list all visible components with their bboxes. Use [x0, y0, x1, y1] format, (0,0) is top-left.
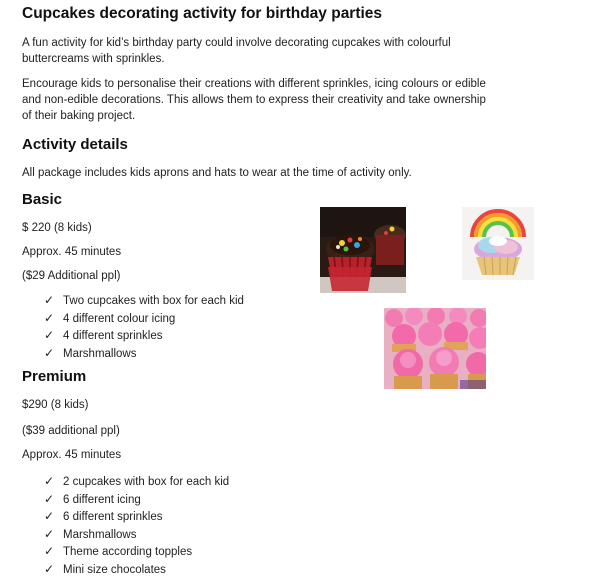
check-icon: ✓: [44, 293, 55, 307]
list-item: ✓ 4 different sprinkles: [44, 328, 163, 342]
intro-paragraph-1: A fun activity for kid’s birthday party could involve decorating cupcakes with colourful buttercreams with sprinkles.: [22, 37, 451, 65]
intro-paragraph-2: Encourage kids to personalise their creations with different sprinkles, icing colours or edible and non-edible decorations. This allows them to express their creativity and take ownership of their baking project.: [22, 78, 486, 122]
list-item: ✓ Mini size chocolates: [44, 561, 166, 576]
list-item: ✓ Theme according topples: [44, 544, 193, 558]
check-icon: ✓: [44, 474, 55, 488]
activity-details-heading: Activity details: [22, 136, 128, 153]
premium-additional: ($39 additional ppl): [22, 425, 120, 437]
basic-additional: ($29 Additional ppl): [22, 270, 121, 282]
premium-price: $290 (8 kids): [22, 399, 89, 411]
check-icon: ✓: [44, 544, 55, 558]
check-icon: ✓: [44, 328, 55, 342]
premium-duration: Approx. 45 minutes: [22, 449, 122, 461]
list-item: ✓ 6 different icing: [44, 491, 141, 506]
pink-cupcakes-photo: [384, 308, 486, 389]
check-icon: ✓: [44, 491, 55, 506]
basic-price: $ 220 (8 kids): [22, 222, 92, 234]
list-item: ✓ 4 different colour icing: [44, 310, 176, 325]
list-item: ✓ 2 cupcakes with box for each kid: [44, 474, 230, 488]
basic-items-list: [44, 292, 244, 362]
list-item: ✓ Marshmallows: [44, 526, 137, 541]
rainbow-cupcake-photo: [462, 207, 534, 280]
list-item: ✓ Marshmallows: [44, 345, 137, 360]
list-item: ✓ 6 different sprinkles: [44, 509, 163, 523]
check-icon: ✓: [44, 526, 55, 541]
check-icon: ✓: [44, 509, 55, 523]
premium-items-list: [44, 473, 229, 578]
check-icon: ✓: [44, 561, 55, 576]
check-icon: ✓: [44, 345, 55, 360]
premium-heading: Premium: [22, 368, 87, 385]
chocolate-cupcakes-photo: [320, 207, 406, 293]
basic-duration: Approx. 45 minutes: [22, 246, 122, 258]
basic-heading: Basic: [22, 191, 63, 208]
check-icon: ✓: [44, 310, 55, 325]
page-title: Cupcakes decorating activity for birthday parties: [22, 5, 383, 22]
activity-note: All package includes kids aprons and hats to wear at the time of activity only.: [22, 167, 412, 179]
list-item: ✓ Two cupcakes with box for each kid: [44, 293, 244, 307]
